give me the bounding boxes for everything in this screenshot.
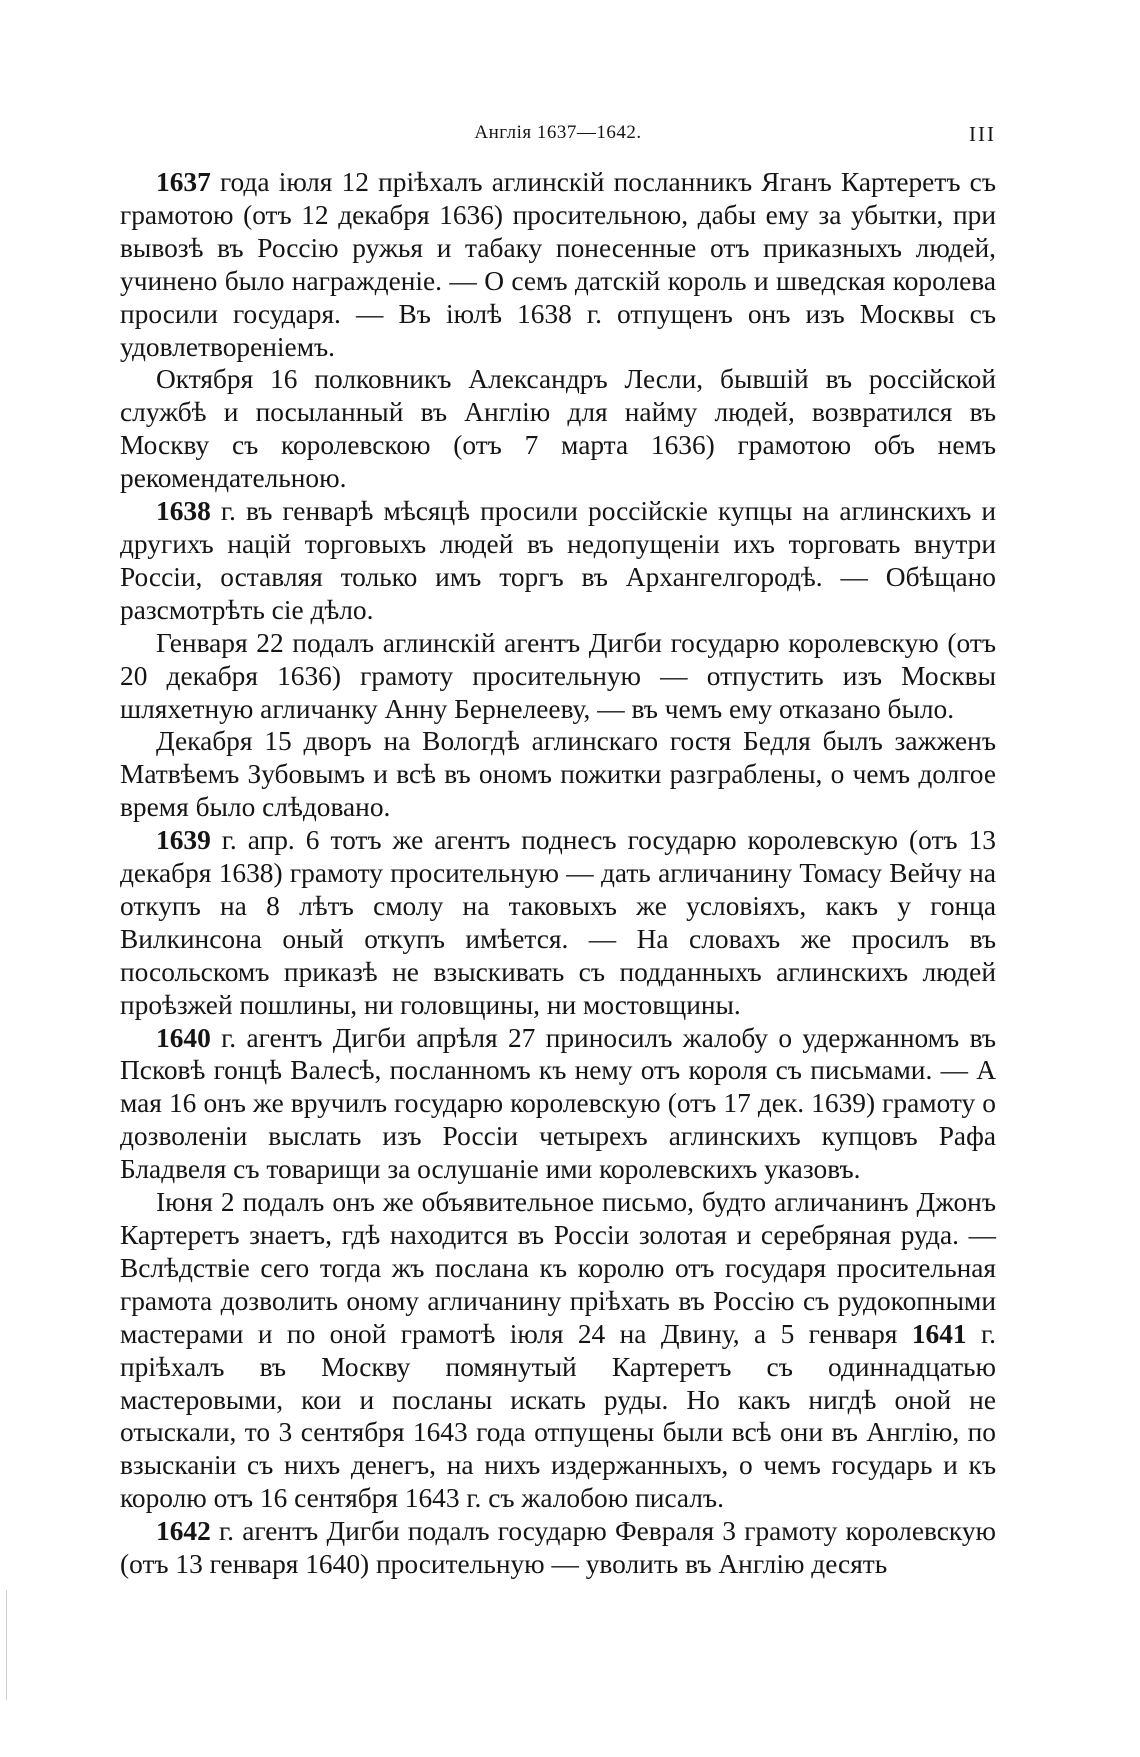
paragraph-text: г. агентъ Дигби подалъ государю Февраля 3 грамоту королевскую (отъ 13 генваря 1640) просительную — уволить въ Англію десять (120, 1516, 996, 1580)
paragraph-digby-jan (120, 627, 996, 726)
paragraph-vologda (120, 725, 996, 824)
paragraph-text: г. апр. 6 тотъ же агентъ поднесъ государю королевскую (отъ 13 декабря 1638) грамоту просительную — дать агличанину Томасу Вейчу на откупъ на 8 лѣтъ смолу на таковыхъ же условіяхъ, какъ у гонца Вилкинсона оный откупъ имѣется. — На словахъ же просилъ въ посольскомъ приказѣ не взыскивать съ подданныхъ аглинскихъ людей проѣзжей пошлины, ни головщины, ни мостовщины. (120, 825, 996, 1020)
paragraph-1639 (120, 824, 996, 1021)
paragraph-text: Іюня 2 подалъ онъ же объявительное письмо, будто агличанинъ Джонъ Картеретъ знаетъ, гдѣ находится въ Россіи золотая и серебряная руда. — Вслѣдствіе сего тогда жъ послана къ королю отъ государя просительная грамота дозволить оному агличанину пріѣхать въ Россію съ рудокопными мастерами и по оной грамотѣ іюля 24 на Двину, а 5 генваря (120, 1187, 996, 1349)
paragraph-text: Октября 16 полковникъ Александръ Лесли, бывшій въ россійской службѣ и посыланный въ Англію для найму людей, возвратился въ Москву съ королевскою (отъ 7 марта 1636) грамотою объ немъ рекомендательною. (120, 364, 996, 494)
paragraph-text: г. агентъ Дигби апрѣля 27 приносилъ жалобу о удержанномъ въ Псковѣ гонцѣ Валесѣ, посланномъ къ нему отъ короля съ письмами. — А мая 16 онъ же вручилъ государю королевскую (отъ 17 дек. 1639) грамоту о дозволеніи выслать изъ Россіи четырехъ аглинскихъ купцовъ Рафа Бладвеля съ товарищи за ослушаніе ими королевскихъ указовъ. (120, 1022, 996, 1185)
year-marker: 1642 (156, 1516, 211, 1547)
running-title: Англія 1637—1642. (474, 122, 642, 143)
paragraph-1637 (120, 166, 996, 363)
running-header (120, 122, 996, 152)
paragraph-1642 (120, 1515, 996, 1581)
paragraph-text: года іюля 12 пріѣхалъ аглинскій посланникъ Яганъ Картеретъ съ грамотою (отъ 12 декабря 1636) просительною, дабы ему за убытки, при вывозѣ въ Россію ружья и табаку понесенные отъ приказныхъ людей, учинено было награжденіе. — О семъ датскій король и шведская королева просили государя. — Въ іюлѣ 1638 г. отпущенъ онъ изъ Москвы съ удовлетвореніемъ. (120, 167, 996, 362)
year-marker: 1637 (156, 167, 211, 197)
paragraph-text: г. въ генварѣ мѣсяцѣ просили россійскіе купцы на аглинскихъ и другихъ націй торговыхъ людей въ недопущеніи ихъ торговать внутри Россіи, оставляя только имъ торгъ въ Архангелгородѣ. — Обѣщано разсмотрѣть сіе дѣло. (120, 496, 996, 625)
scan-margin-line (6, 1590, 7, 1700)
paragraph-lesley (120, 363, 996, 495)
paragraph-text: Декабря 15 дворъ на Вологдѣ аглинскаго гостя Бедля былъ зажженъ Матвѣемъ Зубовымъ и всѣ въ ономъ пожитки разграблены, о чемъ долгое время было слѣдовано. (120, 726, 996, 823)
page-number: III (969, 122, 996, 146)
paragraph-text: г. пріѣхалъ въ Москву помянутый Картеретъ съ одиннадцатью мастеровыми, кои и посланы искать руды. Но какъ нигдѣ оной не отыскали, то 3 сентября 1643 года отпущены были всѣ они въ Англію, по взысканіи съ нихъ денегъ, на нихъ издержанныхъ, о чемъ государь и къ королю отъ 16 сентября 1643 г. съ жалобою писалъ. (120, 1318, 996, 1514)
paragraph-june (120, 1186, 996, 1515)
paragraph-1638 (120, 495, 996, 627)
year-marker: 1641 (911, 1318, 967, 1349)
year-marker: 1638 (156, 496, 211, 527)
year-marker: 1639 (156, 825, 211, 856)
year-marker: 1640 (156, 1022, 211, 1053)
paragraph-text: Генваря 22 подалъ аглинскій агентъ Дигби государю королевскую (отъ 20 декабря 1636) грамоту просительную — отпустить изъ Москвы шляхетную агличанку Анну Бернелееву, — въ чемъ ему отказано было. (120, 627, 996, 724)
paragraph-1640 (120, 1022, 996, 1187)
body-text (120, 166, 996, 1581)
